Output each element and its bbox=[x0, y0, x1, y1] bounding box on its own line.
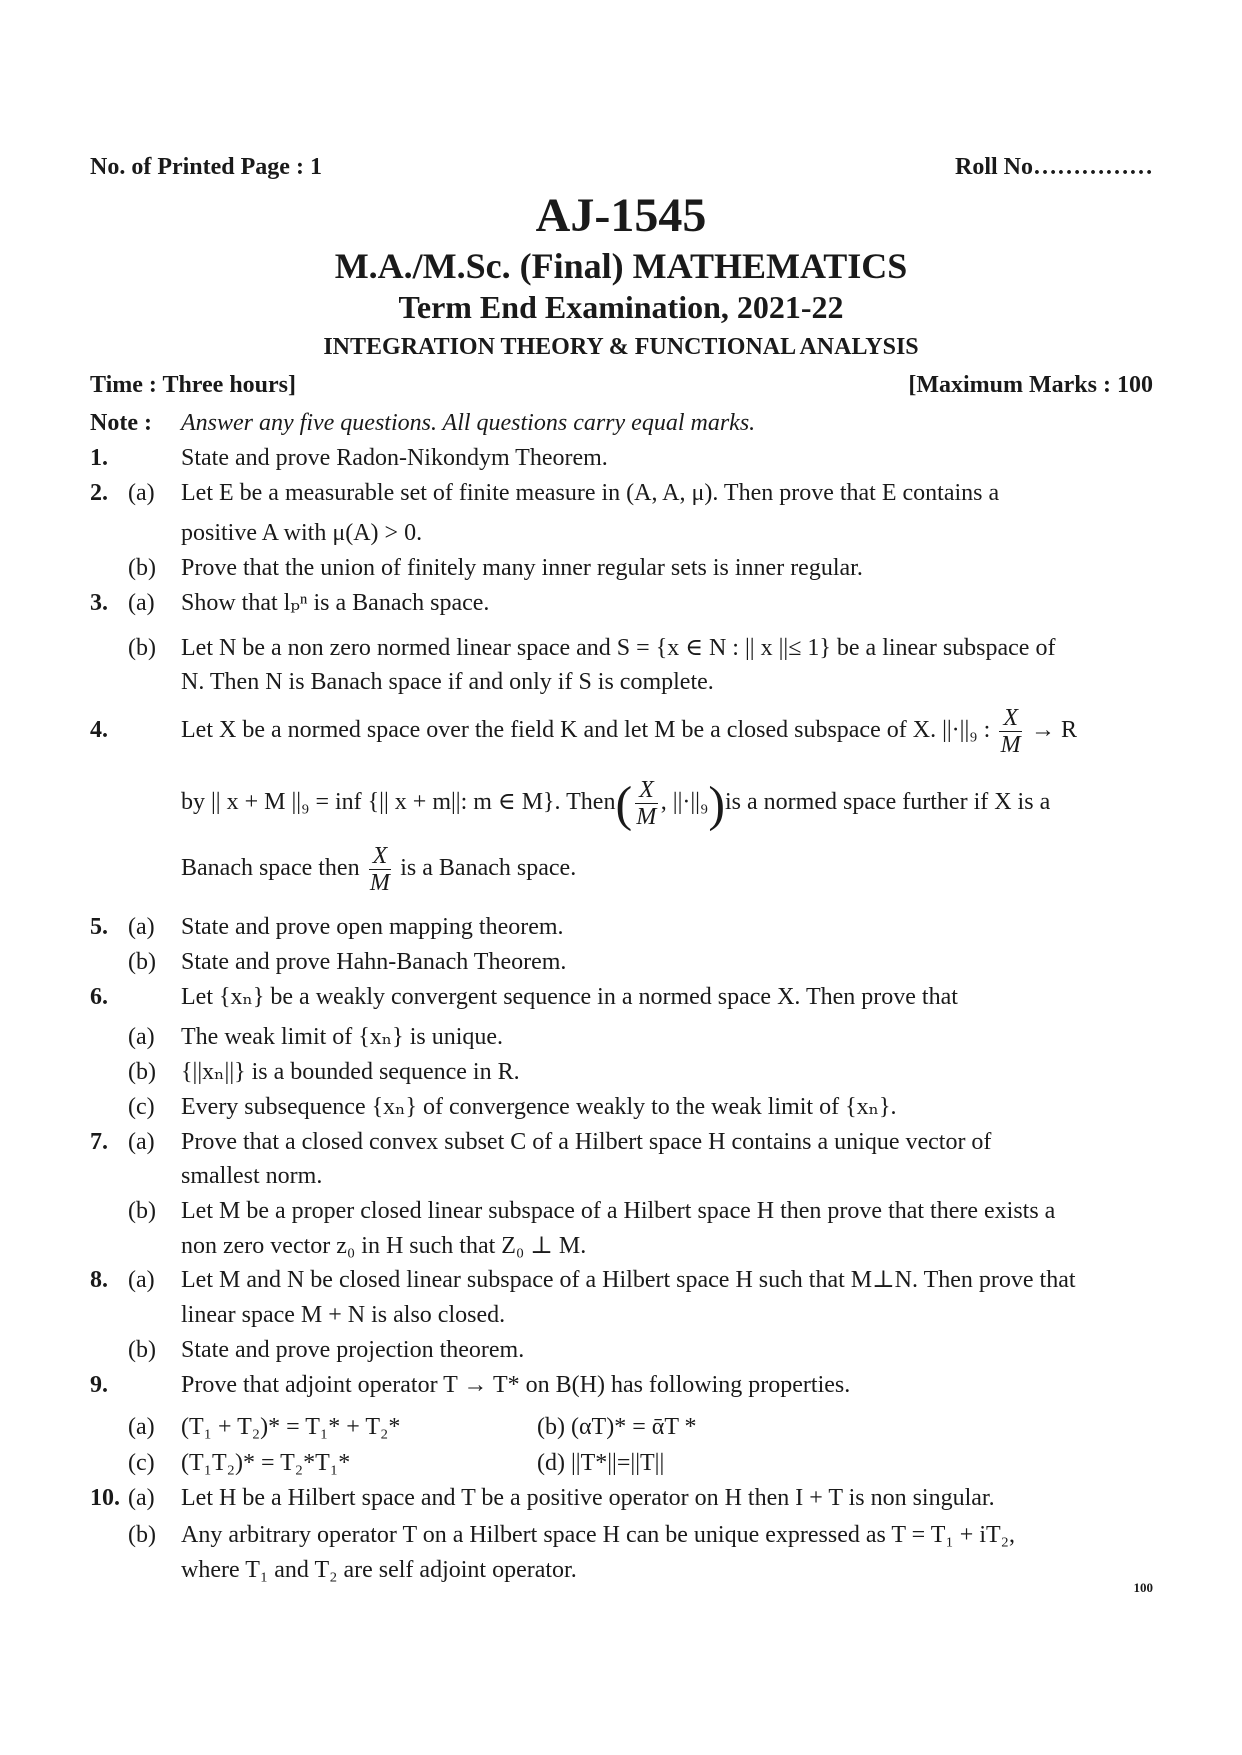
question-text: (T₁ + T₂)* = T₁* + T₂* bbox=[181, 1414, 401, 1440]
note-label: Note : bbox=[90, 410, 152, 436]
question-text: Any arbitrary operator T on a Hilbert space H can be unique expressed as T = T₁ + iT₂, bbox=[181, 1522, 1016, 1548]
part-label: (a) bbox=[128, 1024, 155, 1050]
question-4-line3 bbox=[90, 838, 1153, 898]
subject-title: INTEGRATION THEORY & FUNCTIONAL ANALYSIS bbox=[323, 334, 919, 360]
part-label: (b) bbox=[128, 1337, 156, 1363]
right-paren: ) bbox=[708, 775, 725, 832]
question-text: Let E be a measurable set of finite measure in (A, A, μ). Then prove that E contains a bbox=[181, 480, 1000, 506]
part-label: (a) bbox=[128, 480, 155, 506]
question-number: 6. bbox=[90, 984, 108, 1010]
part-label: (b) bbox=[128, 1198, 156, 1224]
question-text: Let H be a Hilbert space and T be a positive operator on H then I + T is non singular. bbox=[181, 1485, 995, 1511]
question-text: N. Then N is Banach space if and only if S is complete. bbox=[181, 669, 714, 695]
question-text: State and prove Hahn-Banach Theorem. bbox=[181, 949, 567, 975]
note-text: Answer any five questions. All questions carry equal marks. bbox=[181, 410, 756, 436]
question-text: Every subsequence {xₙ} of convergence weakly to the weak limit of {xₙ}. bbox=[181, 1094, 897, 1120]
roll-no: Roll No…………… bbox=[955, 154, 1153, 180]
question-text: (d) ||T*||=||T|| bbox=[537, 1450, 665, 1476]
question-text: Let X be a normed space over the field K and let M be a closed subspace of X. ||·||₉ : bbox=[181, 717, 991, 743]
question-text: State and prove open mapping theorem. bbox=[181, 914, 564, 940]
question-number: 3. bbox=[90, 590, 108, 616]
time-marks-row bbox=[90, 372, 1153, 399]
question-text: The weak limit of {xₙ} is unique. bbox=[181, 1024, 504, 1050]
paper-code: AJ-1545 bbox=[535, 189, 707, 242]
part-label: (b) bbox=[128, 1059, 156, 1085]
question-text: where T₁ and T₂ are self adjoint operator. bbox=[181, 1557, 577, 1583]
question-text: State and prove projection theorem. bbox=[181, 1337, 525, 1363]
part-label: (b) bbox=[128, 1522, 156, 1548]
question-text: by || x + M ||₉ = inf {|| x + m||: m ∈ M}. Then bbox=[181, 789, 616, 815]
question-text: positive A with μ(A) > 0. bbox=[181, 520, 423, 546]
question-text: Let M and N be closed linear subspace of a Hilbert space H such that M⊥N. Then prove that bbox=[181, 1267, 1076, 1293]
question-text: smallest norm. bbox=[181, 1163, 323, 1189]
question-text: Let N be a non zero normed linear space and S = {x ∈ N : || x ||≤ 1} be a linear subspace of bbox=[181, 635, 1056, 661]
printed-pages: No. of Printed Page : 1 bbox=[90, 154, 322, 180]
question-text: Banach space then bbox=[181, 855, 360, 881]
part-label: (a) bbox=[128, 1485, 155, 1511]
question-text: is a Banach space. bbox=[400, 855, 577, 881]
question-text: Prove that the union of finitely many inner regular sets is inner regular. bbox=[181, 555, 863, 581]
part-label: (b) bbox=[128, 635, 156, 661]
question-text: State and prove Radon-Nikondym Theorem. bbox=[181, 445, 608, 471]
question-text: Show that lₚⁿ is a Banach space. bbox=[181, 590, 490, 616]
left-paren: ( bbox=[615, 775, 633, 832]
part-label: (a) bbox=[128, 914, 155, 940]
fraction-x-over-m: $\frac{X}{M}$ bbox=[636, 776, 657, 830]
part-label: (c) bbox=[128, 1094, 155, 1120]
question-text: (b) (αT)* = ᾱT * bbox=[537, 1414, 697, 1440]
header-top-row bbox=[90, 154, 1153, 190]
question-text: (T₁T₂)* = T₂*T₁* bbox=[181, 1450, 351, 1476]
fraction-x-over-m: $\frac{X}{M}$ bbox=[369, 842, 390, 896]
question-number: 8. bbox=[90, 1267, 108, 1293]
course-title: M.A./M.Sc. (Final) MATHEMATICS bbox=[334, 246, 908, 286]
time-label: Time : Three hours] bbox=[90, 372, 297, 398]
question-text: Prove that a closed convex subset C of a Hilbert space H contains a unique vector of bbox=[181, 1129, 992, 1155]
question-number: 2. bbox=[90, 480, 108, 506]
question-text: , ||·||₉ bbox=[660, 789, 709, 815]
question-number: 9. bbox=[90, 1372, 108, 1398]
question-number: 7. bbox=[90, 1129, 108, 1155]
footer-page-code: 100 bbox=[1133, 1580, 1153, 1595]
part-label: (a) bbox=[128, 1414, 155, 1440]
fraction-x-over-m: $\frac{X}{M}$ bbox=[1000, 704, 1021, 758]
question-text: Prove that adjoint operator T → T* on B(H) has following properties. bbox=[181, 1372, 851, 1398]
question-text: → R bbox=[1030, 717, 1077, 743]
part-label: (b) bbox=[128, 949, 156, 975]
question-text: Let {xₙ} be a weakly convergent sequence in a normed space X. Then prove that bbox=[181, 984, 958, 1010]
part-label: (b) bbox=[128, 555, 156, 581]
part-label: (c) bbox=[128, 1450, 155, 1476]
question-text: Let M be a proper closed linear subspace of a Hilbert space H then prove that there exists a bbox=[181, 1198, 1056, 1224]
part-label: (a) bbox=[128, 1129, 155, 1155]
question-number: 1. bbox=[90, 445, 108, 471]
question-number: 5. bbox=[90, 914, 108, 940]
question-4-line2 bbox=[90, 770, 1153, 834]
exam-title: Term End Examination, 2021-22 bbox=[398, 289, 844, 325]
max-marks-label: [Maximum Marks : 100 bbox=[908, 372, 1153, 398]
part-label: (a) bbox=[128, 590, 155, 616]
part-label: (a) bbox=[128, 1267, 155, 1293]
question-number: 4. bbox=[90, 717, 108, 743]
question-text: is a normed space further if X is a bbox=[725, 789, 1051, 815]
question-text: {||xₙ||} is a bounded sequence in R. bbox=[181, 1059, 520, 1085]
question-text: non zero vector z₀ in H such that Z₀ ⊥ M. bbox=[181, 1233, 587, 1259]
question-number: 10. bbox=[90, 1485, 120, 1511]
question-4-line1 bbox=[90, 700, 1153, 760]
question-text: linear space M + N is also closed. bbox=[181, 1302, 506, 1328]
